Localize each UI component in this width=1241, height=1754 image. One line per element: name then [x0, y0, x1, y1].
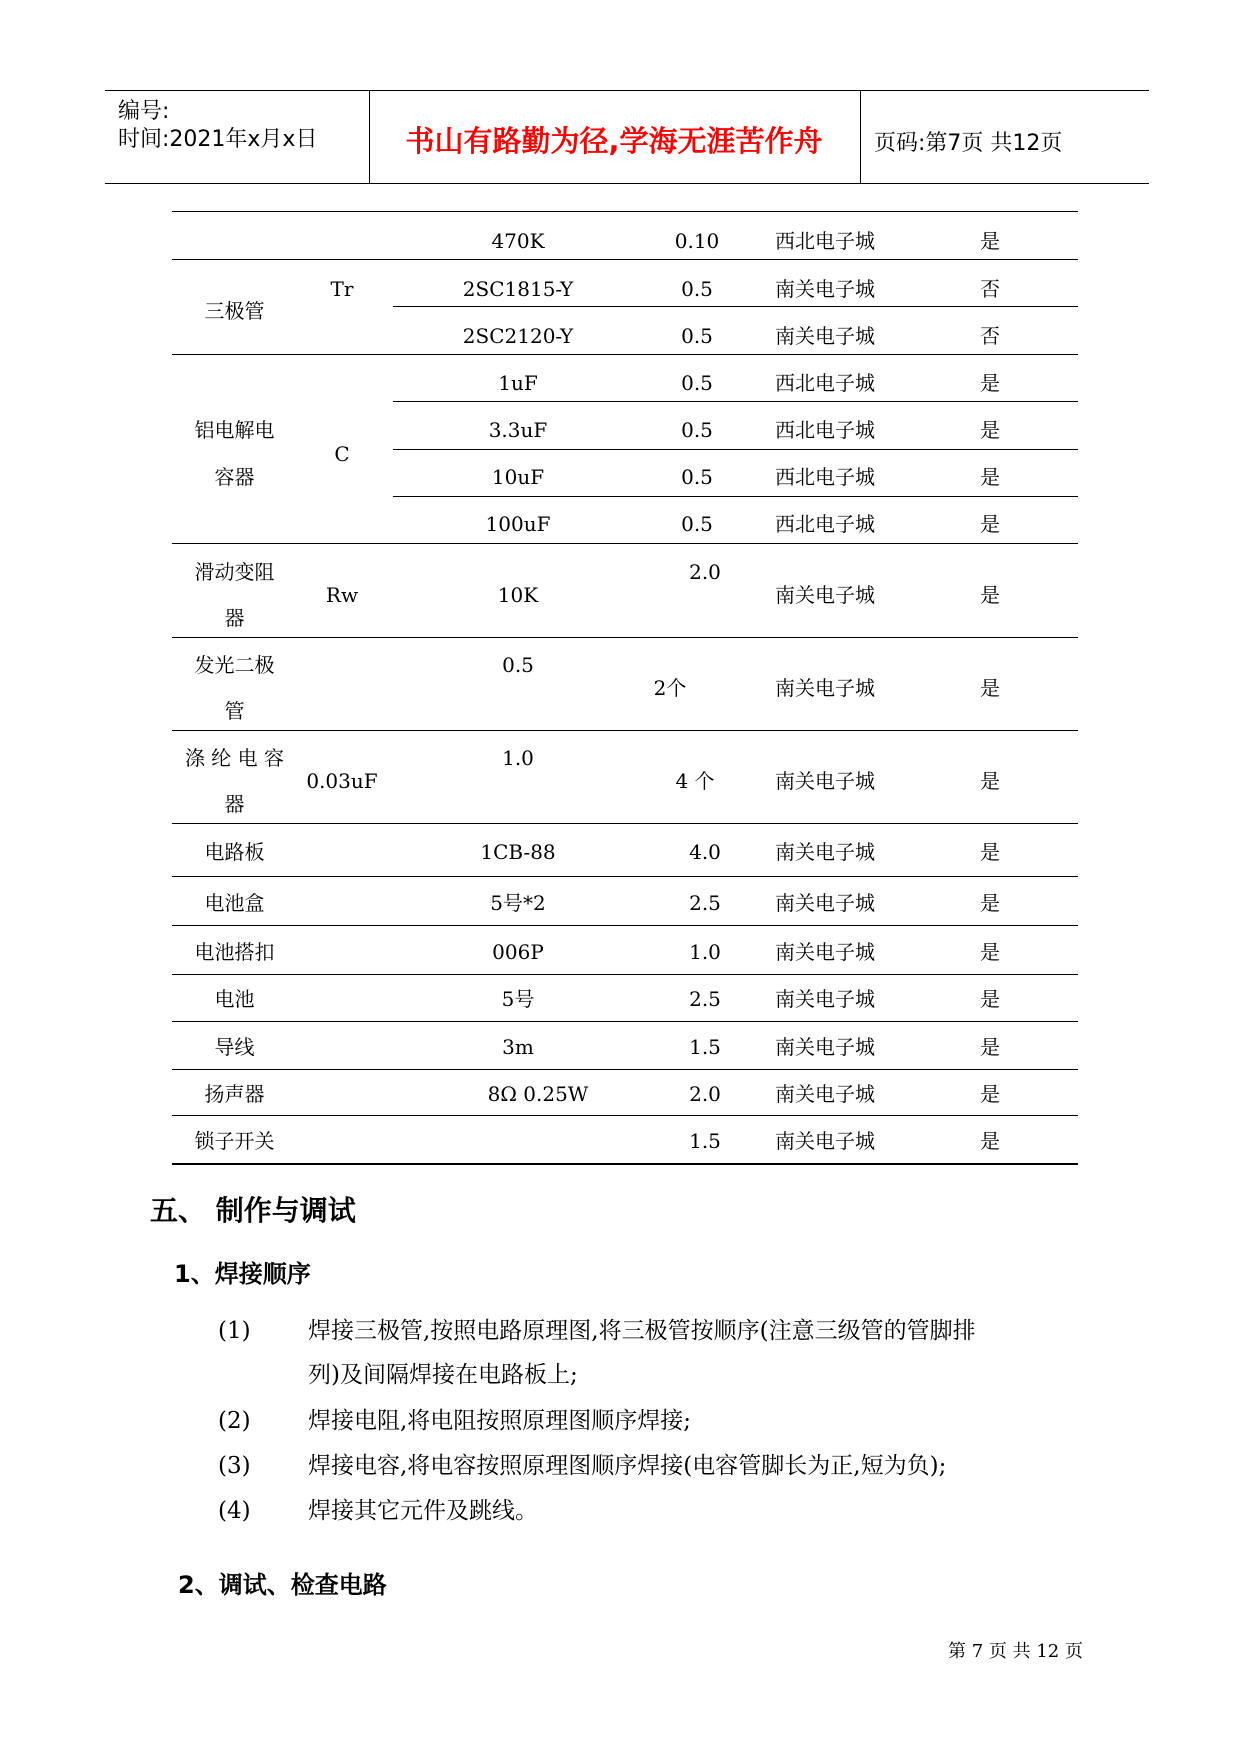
symbol-cell: C: [334, 442, 350, 466]
symbol-cell: Tr: [330, 277, 354, 301]
available-cell: 是: [980, 987, 1000, 1011]
name-cell: 容器: [214, 465, 255, 489]
model-cell: 1.0: [502, 746, 534, 770]
vendor-cell: 南关电子城: [775, 676, 875, 700]
name-cell: 导线: [214, 1035, 255, 1059]
name-cell: 铝电解电: [194, 418, 275, 442]
available-cell: 是: [980, 840, 1000, 864]
model-cell: 3.3uF: [488, 418, 548, 442]
item-text: 列)及间隔焊接在电路板上;: [308, 1362, 578, 1388]
vendor-cell: 西北电子城: [775, 418, 875, 442]
vendor-cell: 西北电子城: [775, 371, 875, 395]
vendor-cell: 南关电子城: [775, 1035, 875, 1059]
name-cell: 锁子开关: [194, 1129, 275, 1153]
available-cell: 是: [980, 1082, 1000, 1106]
available-cell: 是: [980, 891, 1000, 915]
model-cell: 1uF: [498, 371, 538, 395]
model-cell: 10uF: [491, 465, 545, 489]
price-cell: 1.0: [689, 940, 721, 964]
vendor-cell: 南关电子城: [775, 840, 875, 864]
available-cell: 是: [980, 1129, 1000, 1153]
available-cell: 否: [980, 324, 1000, 348]
name-cell: 电池搭扣: [194, 940, 275, 964]
name-cell: 涤 纶 电 容: [184, 746, 285, 770]
model-cell: 2SC1815-Y: [462, 277, 574, 301]
available-cell: 是: [980, 418, 1000, 442]
vendor-cell: 南关电子城: [775, 1082, 875, 1106]
model-cell: 006P: [492, 940, 544, 964]
model-cell: 0.5: [502, 653, 534, 677]
price-cell: 0.5: [681, 371, 713, 395]
name-cell: 电池: [214, 987, 255, 1011]
table-rule: [172, 876, 1078, 877]
subsection-title: 1、焊接顺序: [174, 1260, 311, 1288]
table-rule: [172, 637, 1078, 638]
vendor-cell: 南关电子城: [775, 891, 875, 915]
price-cell: 2.0: [689, 560, 721, 584]
price-cell: 0.5: [681, 512, 713, 536]
vendor-cell: 西北电子城: [775, 512, 875, 536]
available-cell: 是: [980, 229, 1000, 253]
table-rule: [172, 1115, 1078, 1116]
symbol-cell: Rw: [325, 583, 359, 607]
available-cell: 是: [980, 583, 1000, 607]
table-rule: [172, 1069, 1078, 1070]
name-cell: 管: [224, 699, 245, 723]
model-cell: 8Ω 0.25W: [487, 1082, 589, 1106]
model-cell: 5号*2: [490, 891, 546, 915]
serial-label: 编号:: [118, 99, 170, 124]
table-rule: [393, 496, 1078, 497]
vendor-cell: 南关电子城: [775, 987, 875, 1011]
item-number: (1): [218, 1318, 251, 1344]
available-cell: 是: [980, 940, 1000, 964]
vendor-cell: 南关电子城: [775, 324, 875, 348]
available-cell: 否: [980, 277, 1000, 301]
table-rule: [172, 925, 1078, 926]
model-cell: 2SC2120-Y: [462, 324, 574, 348]
vendor-cell: 南关电子城: [775, 1129, 875, 1153]
header-top-rule: [105, 90, 1149, 91]
item-text: 焊接电阻,将电阻按照原理图顺序焊接;: [308, 1408, 692, 1434]
table-rule: [172, 823, 1078, 824]
price-cell: 4.0: [689, 840, 721, 864]
model-cell: 3m: [502, 1035, 534, 1059]
table-rule: [172, 730, 1078, 731]
page-footer: 第 7 页 共 12 页: [948, 1641, 1083, 1662]
price-cell: 0.5: [681, 277, 713, 301]
available-cell: 是: [980, 371, 1000, 395]
header-bottom-rule: [105, 183, 1149, 184]
table-rule: [393, 401, 1078, 402]
section-title: 五、 制作与调试: [150, 1194, 356, 1227]
name-cell: 电池盒: [204, 891, 265, 915]
model-cell: 100uF: [485, 512, 551, 536]
available-cell: 是: [980, 676, 1000, 700]
table-rule: [172, 974, 1078, 975]
price-cell: 0.5: [681, 418, 713, 442]
quantity-cell: 4 个: [675, 769, 715, 793]
item-text: 焊接其它元件及跳线。: [308, 1498, 538, 1524]
vendor-cell: 西北电子城: [775, 229, 875, 253]
name-cell: 滑动变阻: [194, 560, 275, 584]
price-cell: 1.5: [689, 1035, 721, 1059]
item-number: (3): [218, 1453, 251, 1479]
item-number: (4): [218, 1498, 251, 1524]
price-cell: 2.5: [689, 891, 721, 915]
table-rule: [393, 449, 1078, 450]
time-label: 时间:2021年x月x日: [118, 127, 318, 152]
price-cell: 2.0: [689, 1082, 721, 1106]
available-cell: 是: [980, 465, 1000, 489]
model-cell: 1CB-88: [480, 840, 556, 864]
name-cell: 三极管: [204, 299, 265, 323]
available-cell: 是: [980, 769, 1000, 793]
vendor-cell: 南关电子城: [775, 940, 875, 964]
table-rule: [172, 1163, 1078, 1165]
model-cell: 470K: [491, 229, 545, 253]
table-rule: [172, 259, 1078, 260]
price-cell: 2.5: [689, 987, 721, 1011]
available-cell: 是: [980, 1035, 1000, 1059]
table-rule: [172, 1021, 1078, 1022]
table-rule: [172, 543, 1078, 544]
price-cell: 0.5: [681, 324, 713, 348]
name-cell: 器: [224, 792, 245, 816]
subsection-title: 2、调试、检查电路: [178, 1571, 387, 1599]
item-text: 焊接三极管,按照电路原理图,将三极管按顺序(注意三级管的管脚排: [308, 1318, 976, 1344]
quantity-cell: 2个: [653, 676, 687, 700]
model-cell: 5号: [501, 987, 535, 1011]
available-cell: 是: [980, 512, 1000, 536]
name-cell: 电路板: [204, 840, 265, 864]
item-number: (2): [218, 1408, 251, 1434]
price-cell: 1.5: [689, 1129, 721, 1153]
item-text: 焊接电容,将电容按照原理图顺序焊接(电容管脚长为正,短为负);: [308, 1453, 947, 1479]
symbol-cell: 0.03uF: [306, 769, 378, 793]
motto: 书山有路勤为径,学海无涯苦作舟: [405, 124, 823, 158]
header-divider-right: [860, 90, 861, 183]
page-code: 页码:第7页 共12页: [874, 131, 1063, 156]
name-cell: 器: [224, 606, 245, 630]
vendor-cell: 南关电子城: [775, 277, 875, 301]
vendor-cell: 南关电子城: [775, 583, 875, 607]
price-cell: 0.10: [674, 229, 720, 253]
name-cell: 扬声器: [204, 1082, 265, 1106]
model-cell: 10K: [497, 583, 539, 607]
price-cell: 0.5: [681, 465, 713, 489]
table-rule: [172, 211, 1078, 212]
table-rule: [393, 306, 1078, 307]
vendor-cell: 南关电子城: [775, 769, 875, 793]
vendor-cell: 西北电子城: [775, 465, 875, 489]
name-cell: 发光二极: [194, 653, 275, 677]
table-rule: [172, 354, 1078, 355]
